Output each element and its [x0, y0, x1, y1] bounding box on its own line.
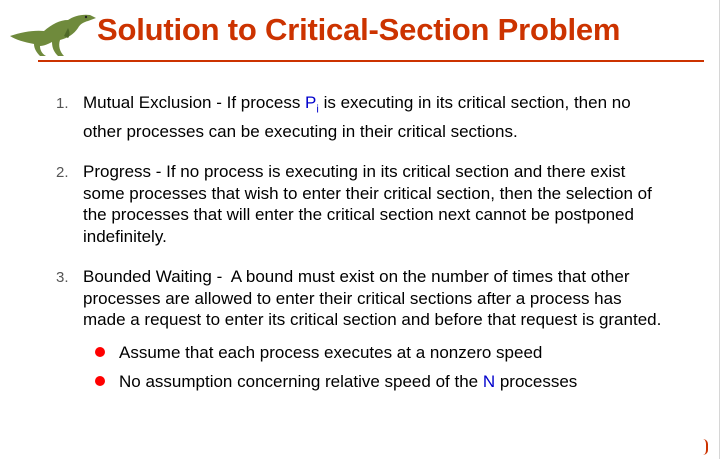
bullet-icon	[95, 376, 105, 386]
list-item-bounded-waiting	[0, 266, 722, 396]
item-separator: -	[151, 162, 167, 182]
sub-bullet-relative-speed	[83, 367, 662, 396]
sub-bullet-text-end: processes	[495, 371, 578, 391]
condition-list	[0, 92, 722, 396]
bullet-icon	[95, 347, 105, 357]
n-variable: N	[482, 371, 496, 391]
item-term: Bounded Waiting	[83, 267, 212, 287]
dinosaur-icon	[4, 6, 98, 58]
item-separator: -	[211, 267, 231, 287]
title-underline	[38, 60, 704, 62]
slide-title: Solution to Critical-Section Problem	[97, 12, 621, 47]
item-term: Progress	[83, 162, 152, 182]
sub-bullet-list	[83, 338, 662, 396]
item-separator: -	[211, 93, 227, 112]
item-text: If no process is executing in its critical section and there exist some processes that wish to enter their critical section, then the selection of the processes that will enter the critical section next cannot be postponed indefinitely.	[83, 162, 652, 246]
process-subscript: i	[316, 103, 319, 116]
sub-bullet-nonzero-speed	[83, 338, 662, 367]
item-text: A bound must exist on the number of times that other processes are allowed to enter their critical sections after a process has made a request to enter its critical section and before that request is granted.	[83, 267, 662, 330]
item-text: If process	[226, 93, 306, 112]
list-item-progress	[0, 161, 722, 247]
sub-bullet-text: No assumption concerning relative speed of the	[119, 371, 483, 391]
item-text-continued: is executing in its critical section, then no other processes can be executing in their critical sections.	[83, 93, 631, 141]
corner-mark	[703, 439, 708, 455]
item-number: 1.	[56, 95, 69, 112]
sub-bullet-text: Assume that each process executes at a nonzero speed	[119, 342, 543, 362]
list-item-mutual-exclusion	[0, 92, 722, 142]
item-number: 2.	[56, 164, 69, 182]
process-variable: $P_i$	[305, 93, 319, 116]
item-number: 3.	[56, 269, 69, 287]
item-term: Mutual Exclusion	[83, 93, 212, 112]
